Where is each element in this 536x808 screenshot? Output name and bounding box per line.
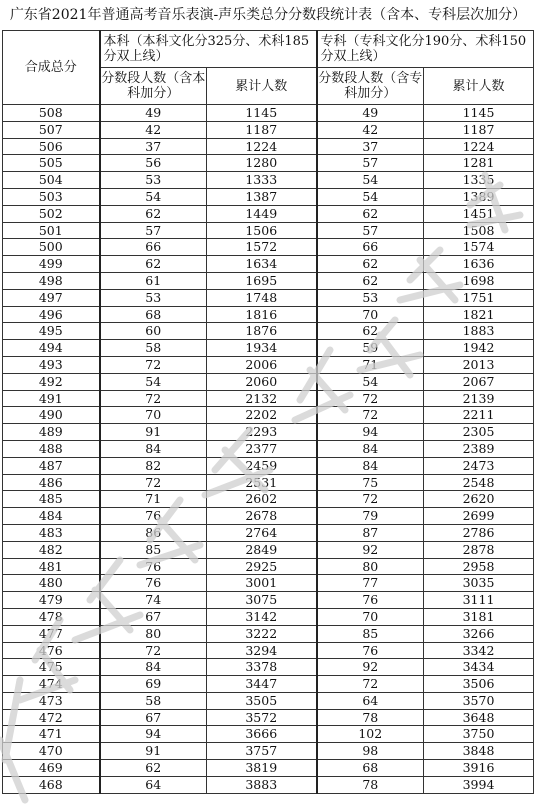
cell-total-score: 489 — [3, 424, 100, 441]
cell-total-score: 499 — [3, 256, 100, 273]
cell-cumulative-benke: 1695 — [207, 272, 317, 289]
cell-cumulative-benke: 3819 — [207, 760, 317, 777]
table-row — [3, 105, 534, 122]
cell-segment-zhuanke: 70 — [317, 608, 424, 625]
header-zhuanke-group: 专科（专科文化分190分、术科150分双上线） — [317, 31, 534, 68]
cell-total-score: 504 — [3, 172, 100, 189]
cell-cumulative-zhuanke: 3434 — [424, 659, 534, 676]
cell-segment-zhuanke: 78 — [317, 709, 424, 726]
cell-segment-benke: 84 — [100, 440, 207, 457]
cell-total-score: 484 — [3, 508, 100, 525]
cell-cumulative-zhuanke: 1145 — [424, 105, 534, 122]
cell-cumulative-zhuanke: 2620 — [424, 491, 534, 508]
cell-segment-benke: 60 — [100, 323, 207, 340]
cell-segment-benke: 74 — [100, 592, 207, 609]
cell-cumulative-zhuanke: 3506 — [424, 676, 534, 693]
cell-total-score: 485 — [3, 491, 100, 508]
cell-cumulative-zhuanke: 2067 — [424, 373, 534, 390]
cell-cumulative-zhuanke: 1942 — [424, 340, 534, 357]
cell-segment-benke: 54 — [100, 188, 207, 205]
cell-segment-zhuanke: 76 — [317, 642, 424, 659]
cell-cumulative-benke: 3378 — [207, 659, 317, 676]
cell-cumulative-zhuanke: 2548 — [424, 474, 534, 491]
cell-cumulative-benke: 1145 — [207, 105, 317, 122]
cell-cumulative-benke: 2006 — [207, 356, 317, 373]
cell-cumulative-zhuanke: 3570 — [424, 692, 534, 709]
cell-segment-benke: 84 — [100, 659, 207, 676]
cell-segment-zhuanke: 68 — [317, 760, 424, 777]
table-row — [3, 155, 534, 172]
table-body — [3, 105, 534, 794]
table-row — [3, 541, 534, 558]
table-row — [3, 356, 534, 373]
cell-total-score: 497 — [3, 289, 100, 306]
cell-cumulative-zhuanke: 1883 — [424, 323, 534, 340]
cell-cumulative-zhuanke: 1698 — [424, 272, 534, 289]
cell-cumulative-benke: 2377 — [207, 440, 317, 457]
cell-segment-zhuanke: 53 — [317, 289, 424, 306]
table-row — [3, 776, 534, 793]
cell-cumulative-zhuanke: 3916 — [424, 760, 534, 777]
cell-segment-benke: 54 — [100, 373, 207, 390]
cell-cumulative-benke: 3757 — [207, 743, 317, 760]
cell-cumulative-zhuanke: 1574 — [424, 239, 534, 256]
cell-segment-benke: 42 — [100, 121, 207, 138]
cell-cumulative-benke: 1572 — [207, 239, 317, 256]
table-row — [3, 676, 534, 693]
cell-segment-zhuanke: 72 — [317, 390, 424, 407]
cell-cumulative-zhuanke: 3342 — [424, 642, 534, 659]
cell-cumulative-zhuanke: 1451 — [424, 205, 534, 222]
cell-segment-benke: 76 — [100, 575, 207, 592]
cell-segment-benke: 61 — [100, 272, 207, 289]
cell-cumulative-zhuanke: 2473 — [424, 457, 534, 474]
cell-cumulative-zhuanke: 3035 — [424, 575, 534, 592]
table-row — [3, 726, 534, 743]
cell-segment-benke: 72 — [100, 642, 207, 659]
table-row — [3, 373, 534, 390]
cell-total-score: 487 — [3, 457, 100, 474]
cell-total-score: 478 — [3, 608, 100, 625]
table-row — [3, 205, 534, 222]
cell-cumulative-zhuanke: 3848 — [424, 743, 534, 760]
cell-cumulative-benke: 3883 — [207, 776, 317, 793]
cell-segment-zhuanke: 92 — [317, 541, 424, 558]
table-row — [3, 272, 534, 289]
cell-cumulative-zhuanke: 3266 — [424, 625, 534, 642]
header-benke-group: 本科（本科文化分325分、术科185分双上线） — [100, 31, 317, 68]
cell-segment-zhuanke: 49 — [317, 105, 424, 122]
cell-cumulative-benke: 1816 — [207, 306, 317, 323]
table-row — [3, 222, 534, 239]
cell-segment-benke: 53 — [100, 289, 207, 306]
cell-segment-benke: 56 — [100, 155, 207, 172]
cell-cumulative-zhuanke: 2013 — [424, 356, 534, 373]
cell-cumulative-benke: 3505 — [207, 692, 317, 709]
cell-total-score: 493 — [3, 356, 100, 373]
cell-segment-zhuanke: 64 — [317, 692, 424, 709]
header-segment-benke: 分数段人数（含本科加分） — [100, 68, 207, 105]
cell-segment-benke: 91 — [100, 743, 207, 760]
table-row — [3, 743, 534, 760]
cell-cumulative-benke: 3447 — [207, 676, 317, 693]
cell-total-score: 491 — [3, 390, 100, 407]
cell-cumulative-benke: 2060 — [207, 373, 317, 390]
cell-segment-zhuanke: 71 — [317, 356, 424, 373]
cell-segment-benke: 82 — [100, 457, 207, 474]
cell-total-score: 473 — [3, 692, 100, 709]
cell-segment-zhuanke: 37 — [317, 138, 424, 155]
table-row — [3, 692, 534, 709]
table-row — [3, 239, 534, 256]
cell-cumulative-zhuanke: 1389 — [424, 188, 534, 205]
cell-total-score: 469 — [3, 760, 100, 777]
cell-segment-benke: 94 — [100, 726, 207, 743]
cell-cumulative-benke: 3142 — [207, 608, 317, 625]
cell-cumulative-benke: 2764 — [207, 524, 317, 541]
cell-total-score: 495 — [3, 323, 100, 340]
cell-cumulative-zhuanke: 3994 — [424, 776, 534, 793]
cell-cumulative-benke: 1224 — [207, 138, 317, 155]
cell-segment-benke: 53 — [100, 172, 207, 189]
cell-cumulative-benke: 2678 — [207, 508, 317, 525]
cell-cumulative-zhuanke: 2211 — [424, 407, 534, 424]
cell-cumulative-benke: 1876 — [207, 323, 317, 340]
cell-cumulative-zhuanke: 1335 — [424, 172, 534, 189]
cell-cumulative-benke: 2849 — [207, 541, 317, 558]
table-row — [3, 709, 534, 726]
cell-segment-zhuanke: 79 — [317, 508, 424, 525]
cell-cumulative-benke: 3294 — [207, 642, 317, 659]
cell-segment-benke: 67 — [100, 608, 207, 625]
cell-segment-zhuanke: 70 — [317, 306, 424, 323]
cell-segment-zhuanke: 62 — [317, 323, 424, 340]
cell-cumulative-zhuanke: 2786 — [424, 524, 534, 541]
table-row — [3, 424, 534, 441]
cell-segment-benke: 86 — [100, 524, 207, 541]
cell-segment-benke: 68 — [100, 306, 207, 323]
cell-cumulative-zhuanke: 2699 — [424, 508, 534, 525]
table-row — [3, 575, 534, 592]
cell-cumulative-benke: 2132 — [207, 390, 317, 407]
cell-cumulative-zhuanke: 1508 — [424, 222, 534, 239]
cell-total-score: 479 — [3, 592, 100, 609]
cell-segment-zhuanke: 54 — [317, 188, 424, 205]
cell-segment-benke: 57 — [100, 222, 207, 239]
cell-segment-zhuanke: 59 — [317, 340, 424, 357]
cell-segment-zhuanke: 92 — [317, 659, 424, 676]
cell-total-score: 488 — [3, 440, 100, 457]
cell-segment-zhuanke: 72 — [317, 407, 424, 424]
cell-total-score: 496 — [3, 306, 100, 323]
table-row — [3, 390, 534, 407]
cell-cumulative-benke: 1387 — [207, 188, 317, 205]
cell-cumulative-zhuanke: 2389 — [424, 440, 534, 457]
table-row — [3, 608, 534, 625]
table-row — [3, 474, 534, 491]
cell-cumulative-zhuanke: 3750 — [424, 726, 534, 743]
cell-segment-zhuanke: 84 — [317, 440, 424, 457]
cell-segment-zhuanke: 72 — [317, 676, 424, 693]
table-row — [3, 306, 534, 323]
header-cumulative-zhuanke: 累计人数 — [424, 68, 534, 105]
cell-cumulative-zhuanke: 2305 — [424, 424, 534, 441]
cell-total-score: 481 — [3, 558, 100, 575]
cell-segment-benke: 62 — [100, 205, 207, 222]
cell-segment-benke: 58 — [100, 692, 207, 709]
cell-segment-zhuanke: 62 — [317, 272, 424, 289]
cell-segment-benke: 62 — [100, 760, 207, 777]
cell-segment-benke: 80 — [100, 625, 207, 642]
cell-segment-zhuanke: 57 — [317, 155, 424, 172]
cell-segment-benke: 58 — [100, 340, 207, 357]
cell-segment-benke: 76 — [100, 558, 207, 575]
table-row — [3, 256, 534, 273]
cell-cumulative-benke: 1506 — [207, 222, 317, 239]
cell-segment-zhuanke: 75 — [317, 474, 424, 491]
cell-segment-zhuanke: 62 — [317, 256, 424, 273]
table-row — [3, 491, 534, 508]
cell-segment-zhuanke: 85 — [317, 625, 424, 642]
cell-cumulative-benke: 1934 — [207, 340, 317, 357]
cell-total-score: 474 — [3, 676, 100, 693]
cell-segment-zhuanke: 77 — [317, 575, 424, 592]
table-row — [3, 289, 534, 306]
cell-cumulative-benke: 3075 — [207, 592, 317, 609]
cell-cumulative-zhuanke: 2139 — [424, 390, 534, 407]
cell-total-score: 476 — [3, 642, 100, 659]
cell-total-score: 498 — [3, 272, 100, 289]
cell-segment-benke: 64 — [100, 776, 207, 793]
cell-total-score: 486 — [3, 474, 100, 491]
cell-segment-zhuanke: 80 — [317, 558, 424, 575]
cell-cumulative-benke: 3222 — [207, 625, 317, 642]
cell-total-score: 470 — [3, 743, 100, 760]
cell-cumulative-benke: 2293 — [207, 424, 317, 441]
cell-cumulative-zhuanke: 1636 — [424, 256, 534, 273]
cell-cumulative-zhuanke: 1187 — [424, 121, 534, 138]
score-table — [2, 30, 534, 794]
cell-total-score: 475 — [3, 659, 100, 676]
cell-segment-benke: 72 — [100, 356, 207, 373]
table-row — [3, 508, 534, 525]
cell-total-score: 492 — [3, 373, 100, 390]
cell-segment-benke: 70 — [100, 407, 207, 424]
cell-segment-benke: 72 — [100, 390, 207, 407]
cell-cumulative-zhuanke: 3111 — [424, 592, 534, 609]
cell-segment-benke: 91 — [100, 424, 207, 441]
cell-cumulative-zhuanke: 2958 — [424, 558, 534, 575]
cell-segment-zhuanke: 76 — [317, 592, 424, 609]
cell-total-score: 507 — [3, 121, 100, 138]
cell-total-score: 472 — [3, 709, 100, 726]
cell-cumulative-benke: 2925 — [207, 558, 317, 575]
cell-segment-zhuanke: 78 — [317, 776, 424, 793]
cell-segment-benke: 37 — [100, 138, 207, 155]
table-row — [3, 340, 534, 357]
cell-segment-benke: 69 — [100, 676, 207, 693]
table-row — [3, 172, 534, 189]
cell-total-score: 482 — [3, 541, 100, 558]
cell-total-score: 483 — [3, 524, 100, 541]
cell-segment-zhuanke: 94 — [317, 424, 424, 441]
cell-segment-zhuanke: 102 — [317, 726, 424, 743]
cell-total-score: 468 — [3, 776, 100, 793]
cell-total-score: 471 — [3, 726, 100, 743]
table-title: 广东省2021年普通高考音乐表演-声乐类总分分数段统计表（含本、专科层次加分） — [9, 7, 527, 23]
cell-cumulative-benke: 1634 — [207, 256, 317, 273]
cell-segment-benke: 66 — [100, 239, 207, 256]
cell-cumulative-benke: 3572 — [207, 709, 317, 726]
table-row — [3, 592, 534, 609]
cell-cumulative-benke: 3666 — [207, 726, 317, 743]
table-row — [3, 440, 534, 457]
cell-segment-benke: 85 — [100, 541, 207, 558]
cell-cumulative-benke: 2602 — [207, 491, 317, 508]
cell-total-score: 508 — [3, 105, 100, 122]
cell-cumulative-benke: 3001 — [207, 575, 317, 592]
header-cumulative-benke: 累计人数 — [207, 68, 317, 105]
cell-cumulative-benke: 2459 — [207, 457, 317, 474]
cell-cumulative-zhuanke: 3181 — [424, 608, 534, 625]
cell-cumulative-benke: 1187 — [207, 121, 317, 138]
header-total-score: 合成总分 — [3, 31, 100, 105]
cell-segment-benke: 76 — [100, 508, 207, 525]
cell-segment-zhuanke: 66 — [317, 239, 424, 256]
cell-segment-benke: 67 — [100, 709, 207, 726]
table-row — [3, 407, 534, 424]
cell-segment-benke: 72 — [100, 474, 207, 491]
cell-cumulative-zhuanke: 2878 — [424, 541, 534, 558]
cell-total-score: 503 — [3, 188, 100, 205]
table-row — [3, 323, 534, 340]
cell-total-score: 490 — [3, 407, 100, 424]
header-segment-zhuanke: 分数段人数（含专科加分） — [317, 68, 424, 105]
cell-total-score: 494 — [3, 340, 100, 357]
cell-cumulative-zhuanke: 1751 — [424, 289, 534, 306]
cell-segment-benke: 62 — [100, 256, 207, 273]
cell-segment-zhuanke: 72 — [317, 491, 424, 508]
cell-segment-zhuanke: 57 — [317, 222, 424, 239]
cell-total-score: 480 — [3, 575, 100, 592]
table-row — [3, 659, 534, 676]
table-row — [3, 625, 534, 642]
table-row — [3, 642, 534, 659]
table-row — [3, 138, 534, 155]
cell-segment-zhuanke: 42 — [317, 121, 424, 138]
cell-cumulative-benke: 1333 — [207, 172, 317, 189]
cell-total-score: 500 — [3, 239, 100, 256]
cell-segment-benke: 49 — [100, 105, 207, 122]
cell-total-score: 502 — [3, 205, 100, 222]
cell-cumulative-benke: 2531 — [207, 474, 317, 491]
table-row — [3, 457, 534, 474]
cell-segment-zhuanke: 84 — [317, 457, 424, 474]
cell-total-score: 506 — [3, 138, 100, 155]
cell-cumulative-benke: 1280 — [207, 155, 317, 172]
table-row — [3, 188, 534, 205]
cell-cumulative-zhuanke: 1281 — [424, 155, 534, 172]
table-row — [3, 121, 534, 138]
cell-total-score: 505 — [3, 155, 100, 172]
table-row — [3, 558, 534, 575]
cell-segment-zhuanke: 87 — [317, 524, 424, 541]
cell-segment-zhuanke: 98 — [317, 743, 424, 760]
table-row — [3, 760, 534, 777]
cell-segment-benke: 71 — [100, 491, 207, 508]
cell-cumulative-zhuanke: 1821 — [424, 306, 534, 323]
cell-segment-zhuanke: 54 — [317, 172, 424, 189]
cell-segment-zhuanke: 54 — [317, 373, 424, 390]
cell-cumulative-benke: 2202 — [207, 407, 317, 424]
cell-cumulative-benke: 1748 — [207, 289, 317, 306]
cell-cumulative-zhuanke: 1224 — [424, 138, 534, 155]
cell-cumulative-benke: 1449 — [207, 205, 317, 222]
cell-total-score: 501 — [3, 222, 100, 239]
cell-cumulative-zhuanke: 3648 — [424, 709, 534, 726]
table-row — [3, 524, 534, 541]
cell-segment-zhuanke: 62 — [317, 205, 424, 222]
cell-total-score: 477 — [3, 625, 100, 642]
